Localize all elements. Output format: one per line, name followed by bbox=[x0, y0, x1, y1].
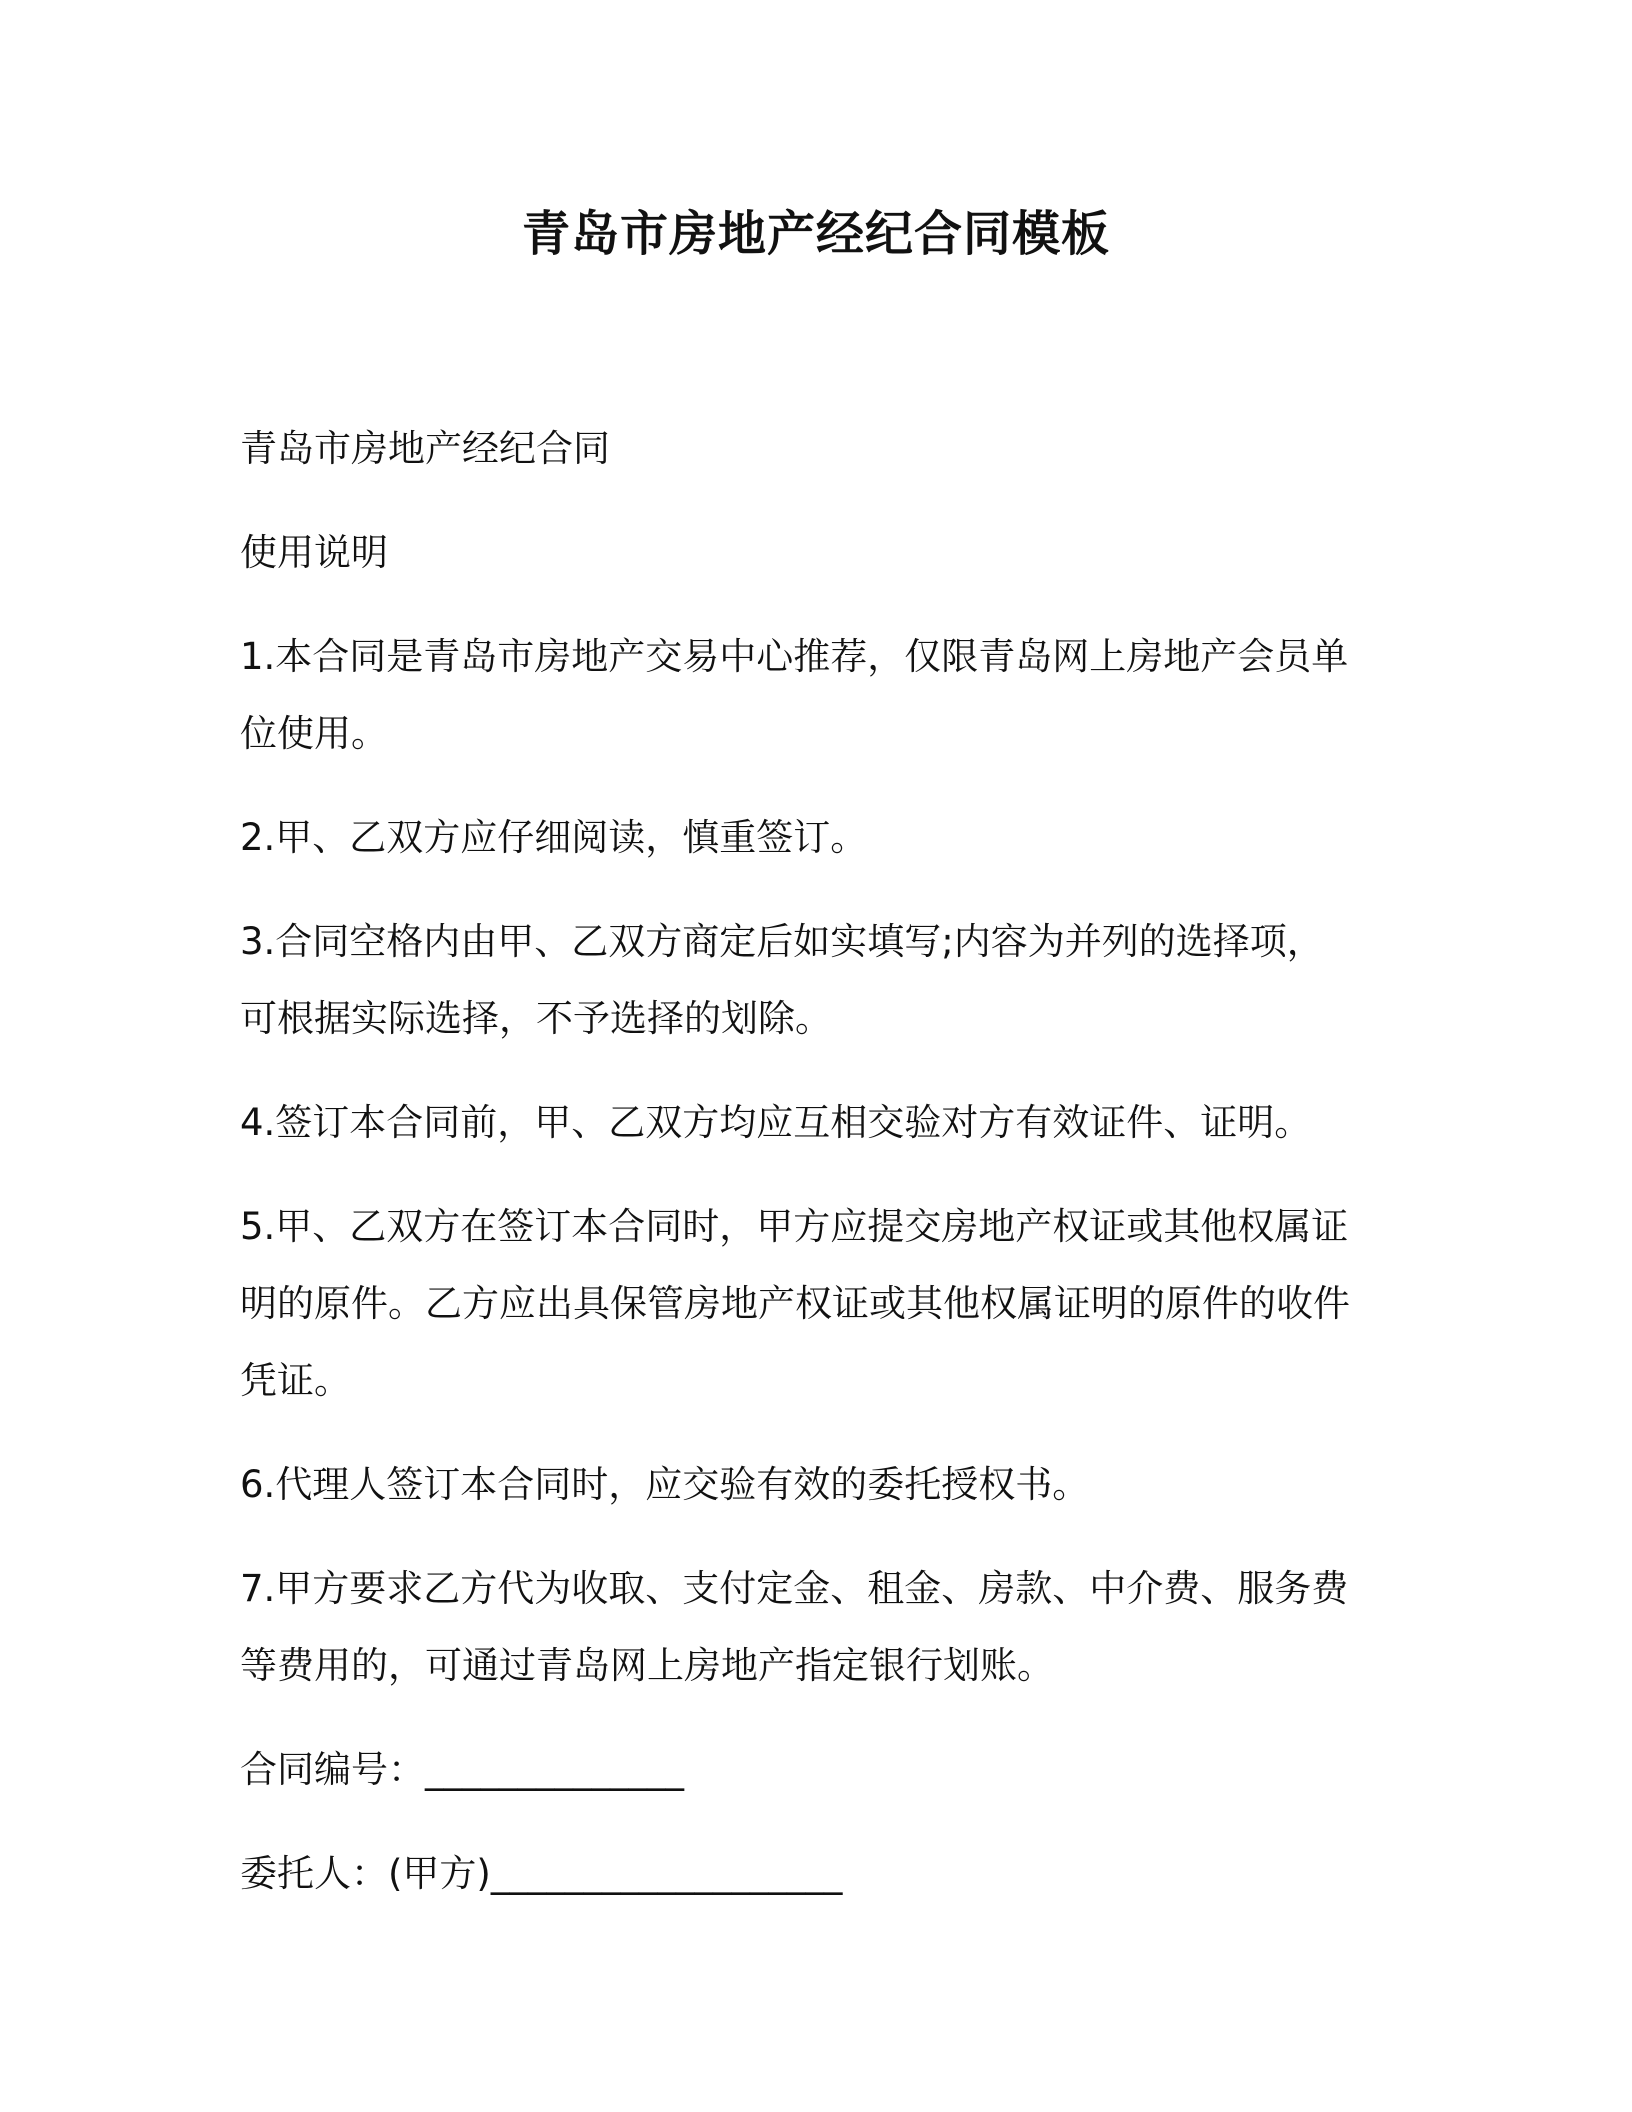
instructions-heading: 使用说明 bbox=[240, 531, 388, 574]
contract-number-line: 合同编号：______________ bbox=[240, 1748, 684, 1791]
instruction-item-2: 2.甲、乙双方应仔细阅读，慎重签订。 bbox=[240, 816, 868, 859]
document-body bbox=[240, 410, 1360, 1939]
client-line: 委托人：(甲方)___________________ bbox=[240, 1852, 843, 1895]
contract-subtitle: 青岛市房地产经纪合同 bbox=[240, 427, 610, 470]
instruction-item-4: 4.签订本合同前，甲、乙双方均应互相交验对方有效证件、证明。 bbox=[240, 1101, 1312, 1144]
instruction-item-7: 7.甲方要求乙方代为收取、支付定金、租金、房款、中介费、服务费等费用的，可通过青岛网上房地产指定银行划账。 bbox=[240, 1567, 1349, 1687]
document-title: 青岛市房地产经纪合同模板 bbox=[521, 206, 1110, 262]
instruction-item-1: 1.本合同是青岛市房地产交易中心推荐，仅限青岛网上房地产会员单位使用。 bbox=[240, 635, 1349, 755]
instruction-item-3: 3.合同空格内由甲、乙双方商定后如实填写;内容为并列的选择项，可根据实际选择，不予选择的划除。 bbox=[240, 920, 1324, 1040]
instruction-item-6: 6.代理人签订本合同时，应交验有效的委托授权书。 bbox=[240, 1463, 1090, 1506]
instruction-item-5: 5.甲、乙双方在签订本合同时，甲方应提交房地产权证或其他权属证明的原件。乙方应出具保管房地产权证或其他权属证明的原件的收件凭证。 bbox=[240, 1205, 1350, 1402]
